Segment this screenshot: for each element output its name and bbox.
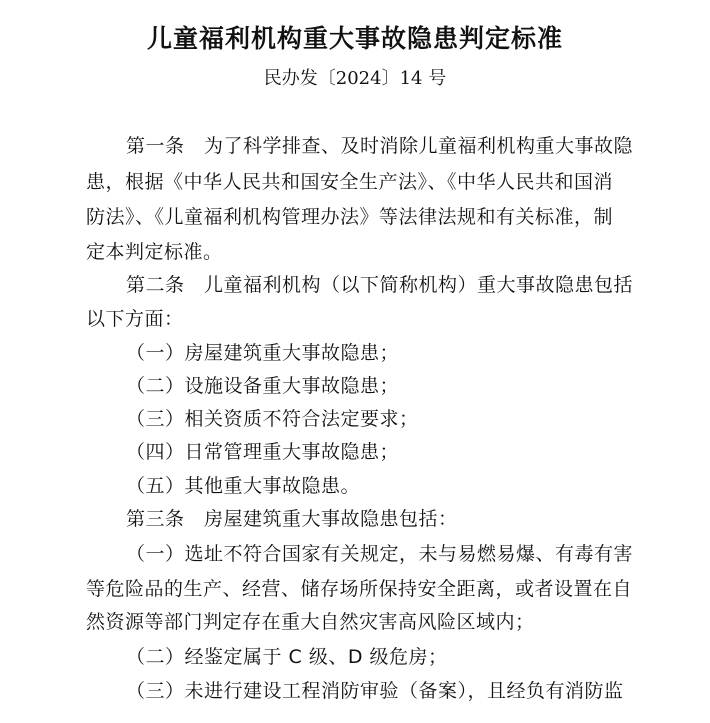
document-title: 儿童福利机构重大事故隐患判定标准	[146, 24, 563, 53]
list-item: （二）经鉴定属于 C 级、D 级危房；	[126, 646, 448, 668]
text-line: 等危险品的生产、经营、储存场所保持安全距离，或者设置在自	[86, 578, 633, 600]
list-item: （五）其他重大事故隐患。	[126, 475, 361, 497]
text-line: 定本判定标准。	[86, 241, 223, 263]
text-line: 然资源等部门判定存在重大自然灾害高风险区域内；	[86, 611, 535, 633]
list-item: （四）日常管理重大事故隐患；	[126, 441, 400, 463]
list-item: （一）房屋建筑重大事故隐患；	[126, 342, 400, 364]
text-line: 以下方面：	[86, 308, 184, 330]
text-line: 第三条 房屋建筑重大事故隐患包括：	[126, 508, 458, 530]
text-line: 第一条 为了科学排查、及时消除儿童福利机构重大事故隐	[126, 135, 634, 157]
text-line: 防法》、《儿童福利机构管理办法》等法律法规和有关标准，制	[86, 206, 614, 228]
list-item: （一）选址不符合国家有关规定，未与易燃易爆、有毒有害	[126, 543, 634, 565]
list-item: （三）相关资质不符合法定要求；	[126, 408, 419, 430]
list-item: （三）未进行建设工程消防审验（备案），且经负有消防监	[126, 680, 624, 702]
text-line: 第二条 儿童福利机构（以下简称机构）重大事故隐患包括	[126, 274, 634, 296]
document-number: 民办发〔2024〕14 号	[263, 68, 447, 89]
list-item: （二）设施设备重大事故隐患；	[126, 375, 400, 397]
text-line: 患，根据《中华人民共和国安全生产法》、《中华人民共和国消	[86, 171, 614, 193]
